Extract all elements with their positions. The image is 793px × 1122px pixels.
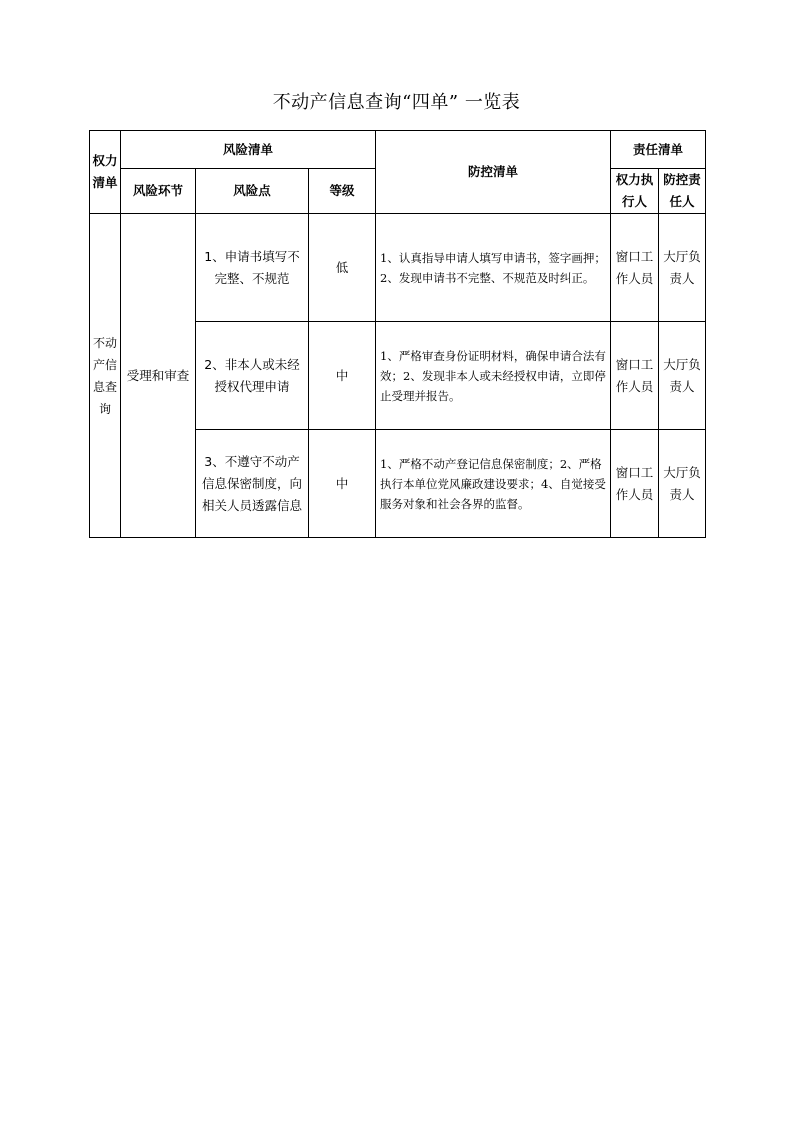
header-executor: 权力执行人 [611,169,659,214]
risk-level: 低 [309,214,376,322]
header-power-list: 权力清单 [90,131,121,214]
risk-level: 中 [309,322,376,430]
control-measure: 1、严格不动产登记信息保密制度；2、严格执行本单位党风廉政建设要求；4、自觉接受服务对象和社会各界的监督。 [376,430,611,538]
page-title: 不动产信息查询“四单” 一览表 [272,92,521,113]
header-responsible: 防控责任人 [659,169,706,214]
control-measure: 1、认真指导申请人填写申请书，签字画押；2、发现申请书不完整、不规范及时纠正。 [376,214,611,322]
control-measure: 1、严格审查身份证明材料，确保申请合法有效；2、发现非本人或未经授权申请，立即停止受理并报告。 [376,322,611,430]
power-item: 不动产信息查询 [90,214,121,538]
risk-point: 1、申请书填写不完整、不规范 [196,214,309,322]
executor: 窗口工作人员 [611,214,659,322]
header-risk-link: 风险环节 [121,169,196,214]
risk-point: 3、不遵守不动产信息保密制度，向相关人员透露信息 [196,430,309,538]
risk-link-value: 受理和审查 [121,214,196,538]
executor: 窗口工作人员 [611,322,659,430]
risk-level: 中 [309,430,376,538]
responsible-person: 大厅负责人 [659,322,706,430]
responsible-person: 大厅负责人 [659,214,706,322]
header-row-1 [90,131,706,169]
executor: 窗口工作人员 [611,430,659,538]
header-control-list: 防控清单 [376,131,611,214]
responsible-person: 大厅负责人 [659,430,706,538]
header-level: 等级 [309,169,376,214]
four-lists-table [89,130,706,538]
header-responsibility-list: 责任清单 [611,131,706,169]
table-row [90,214,706,322]
risk-point: 2、非本人或未经授权代理申请 [196,322,309,430]
header-risk-point: 风险点 [196,169,309,214]
header-risk-list: 风险清单 [121,131,376,169]
